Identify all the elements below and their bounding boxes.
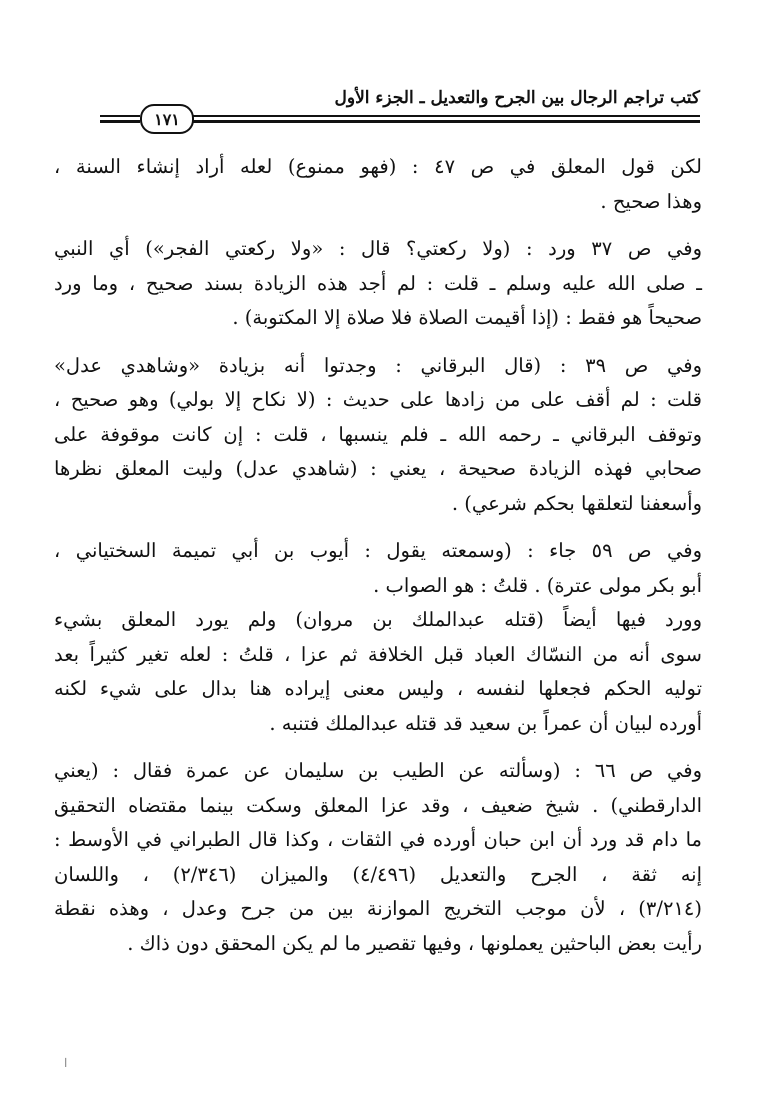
paragraph	[54, 603, 702, 741]
running-header	[100, 88, 700, 128]
body-text	[54, 150, 702, 961]
text-line: وفي ص ٣٧ ورد : (ولا ركعتي؟ قال : «ولا ركعتي الفجر») أي النبي	[54, 237, 702, 260]
text-line: (٣/٢١٤) ، لأن موجب التخريج الموازنة بين من جرح وعدل ، وهذه نقطة	[54, 897, 702, 920]
text-line: قلت : لم أقف على من زادها على حديث : (لا نكاح إلا بولي) وهو صحيح ،	[54, 388, 702, 411]
text-line: أبو بكر مولى عترة) . قلتُ : هو الصواب .	[373, 573, 702, 597]
header-rule-left-bottom	[100, 120, 140, 123]
header-rule-top	[192, 115, 700, 117]
margin-mark: ا	[64, 1056, 68, 1070]
header-rule-bottom	[192, 120, 700, 123]
text-line: لكن قول المعلق في ص ٤٧ : (فهو ممنوع) لعله أراد إنشاء السنة ،	[54, 155, 702, 178]
text-line: صحابي فهذه الزيادة صحيحة ، يعني : (شاهدي عدل) وليت المعلق نظرها	[54, 457, 702, 480]
text-line: وهذا صحيح .	[600, 189, 702, 213]
text-line: رأيت بعض الباحثين يعملونها ، وفيها تقصير ما لم يكن المحقق دون ذاك .	[127, 931, 702, 955]
paragraph	[54, 232, 702, 336]
page-number: ١٧١	[140, 104, 194, 134]
text-line: إنه ثقة ، الجرح والتعديل (٤/٤٩٦) والميزان (٢/٣٤٦) ، واللسان	[54, 862, 703, 886]
text-line: ما دام قد ورد أن ابن حبان أورده في الثقات ، وكذا قال الطبراني في الأوسط :	[54, 828, 702, 851]
paragraph	[54, 150, 702, 219]
text-line: ـ صلى الله عليه وسلم ـ قلت : لم أجد هذه الزيادة بسند صحيح ، وما ورد	[54, 271, 702, 295]
text-line: صحيحاً هو فقط : (إذا أقيمت الصلاة فلا صلاة إلا المكتوبة) .	[232, 306, 702, 329]
text-line: وتوقف البرقاني ـ رحمه الله ـ فلم ينسبها ، قلت : إن كانت موقوفة على	[54, 422, 702, 446]
paragraph	[54, 754, 702, 961]
text-line: وأسعفنا لتعلقها بحكم شرعي) .	[451, 491, 702, 515]
text-line: أورده لبيان أن عمراً بن سعيد قد قتله عبدالملك فتنبه .	[269, 711, 702, 735]
header-title: كتب تراجم الرجال بين الجرح والتعديل ـ الجزء الأول	[334, 88, 700, 108]
text-line: الدارقطني) . شيخ ضعيف ، وقد عزا المعلق وسكت بينما مقتضاه التحقيق	[54, 793, 702, 817]
header-rule-left-top	[100, 115, 140, 117]
text-line: سوى أنه من النسّاك العباد قبل الخلافة ثم عزا ، قلتُ : لعله تغير كثيراً بعد	[54, 642, 702, 666]
text-line: توليه الحكم فجعلها لنفسه ، وليس معنى إيراده هنا بدال على شيء لكنه	[54, 677, 702, 700]
text-line: وفي ص ٥٩ جاء : (وسمعته يقول : أيوب بن أبي تميمة السختياني ،	[54, 539, 703, 562]
paragraph	[54, 349, 702, 522]
paragraph	[54, 534, 702, 603]
text-line: وفي ص ٣٩ : (قال البرقاني : وجدتوا أنه بزيادة «وشاهدي عدل»	[54, 353, 702, 377]
text-line: وورد فيها أيضاً (قتله عبدالملك بن مروان) ولم يورد المعلق بشيء	[54, 608, 702, 631]
text-line: وفي ص ٦٦ : (وسألته عن الطيب بن سليمان عن عمرة فقال : (يعني	[54, 759, 703, 782]
